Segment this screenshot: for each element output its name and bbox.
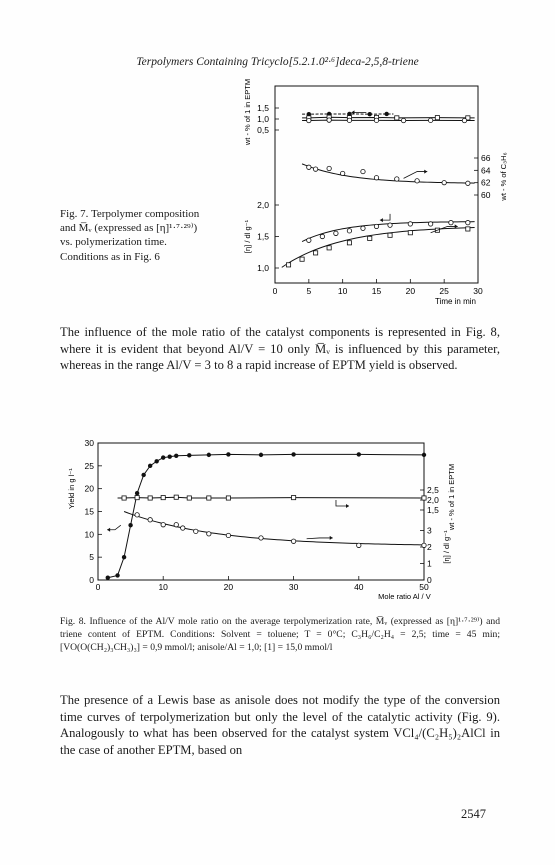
fig8-y-tick-label: 5 — [89, 552, 94, 563]
fig8-eta-point — [422, 543, 426, 547]
fig8-yield-point — [174, 454, 178, 458]
fig8-triene-point — [226, 496, 230, 500]
fig7-x-axis-label: Time in min — [434, 297, 476, 306]
fig7-p2-point — [327, 166, 331, 170]
fig8-yield-point — [168, 455, 172, 459]
fig7-p1-y-tick-label: 1,5 — [257, 103, 269, 113]
fig7-p3-point — [408, 231, 412, 235]
fig8-triene-point — [122, 496, 126, 500]
fig7-p3-point — [347, 241, 351, 245]
fig8-yield-arrow-head — [107, 528, 110, 532]
fig7-x-tick-label: 0 — [272, 286, 278, 296]
fig7-p3-point — [320, 234, 324, 238]
fig7-p3-point — [449, 220, 453, 224]
fig7-p1-point — [395, 116, 399, 120]
fig7-p3-y-tick-label: 1,5 — [257, 231, 269, 242]
fig8-y-tick-label: 15 — [84, 506, 94, 517]
fig7-p3-point — [368, 236, 372, 240]
fig7-p1-point — [428, 118, 432, 122]
fig8-yield-point — [141, 473, 145, 477]
fig7-p1-point — [307, 118, 311, 122]
fig8-yield-point — [122, 555, 126, 559]
fig8-triene-point — [161, 496, 165, 500]
fig8-triene-point — [148, 496, 152, 500]
fig7-p1-y-axis-label: wt - % of 1 in EPTM — [243, 78, 252, 146]
fig8-eta-point — [291, 539, 295, 543]
fig8-eta-point — [174, 523, 178, 527]
fig8-rb-tick-label: 0 — [427, 575, 432, 585]
fig8-triene-arrow-head — [346, 504, 349, 508]
fig7-p2-arrow-head — [424, 170, 427, 174]
fig8-eta-point — [194, 529, 198, 533]
fig7-p1-point — [384, 112, 388, 116]
fig7-p3-arrow-1-head — [380, 218, 383, 222]
fig7-p3-point — [374, 224, 378, 228]
fig8-x-tick-label: 50 — [419, 582, 429, 592]
figure-8-plot — [67, 438, 456, 601]
fig8-yield-point — [226, 452, 230, 456]
fig7-p3-point — [428, 222, 432, 226]
fig7-p3-point — [314, 251, 318, 255]
fig8-eta-point — [357, 543, 361, 547]
fig7-p2-y-tick-label: 62 — [481, 177, 491, 188]
fig8-eta-arrow-head — [330, 536, 333, 540]
fig7-p2-point — [340, 171, 344, 175]
paragraph-2: The presence of a Lewis base as anisole does not modify the type of the conversion time curves of terpolymerization but only the level of the catalytic activity (Fig. 9). Analogously to what has been observed for the catalyst system VCl₄/(C₂H₅)₂AlCl in the case of another EPTM, based on — [60, 693, 500, 757]
fig8-eta-arrow — [307, 538, 333, 539]
fig8-frame — [98, 443, 424, 580]
figure-7 — [0, 0, 555, 320]
fig7-p3-y-tick-label: 2,0 — [257, 200, 269, 210]
fig7-p2-y-tick-label: 66 — [481, 153, 491, 163]
fig7-p1-point — [368, 112, 372, 116]
fig8-rb-tick-label: 3 — [427, 525, 432, 536]
fig8-rt-tick-label: 1,5 — [427, 505, 439, 515]
fig8-eta-point — [161, 523, 165, 527]
fig7-p3-point — [466, 220, 470, 224]
fig7-p2-y-tick-label: 64 — [481, 165, 491, 176]
fig8-yield-point — [357, 452, 361, 456]
fig7-p3-point — [361, 226, 365, 230]
fig7-p2-point — [307, 165, 311, 169]
fig7-p2-point — [442, 180, 446, 184]
fig8-triene-point — [207, 496, 211, 500]
fig8-x-tick-label: 0 — [95, 582, 101, 592]
fig8-yield-point — [291, 452, 295, 456]
fig7-p3-point — [327, 246, 331, 250]
fig7-p1-point — [327, 118, 331, 122]
fig8-triene-point — [422, 496, 426, 500]
fig8-eta-point — [226, 533, 230, 537]
fig8-eta-point — [259, 536, 263, 540]
page-number: 2547 — [461, 807, 486, 821]
fig8-yield-point — [135, 491, 139, 495]
fig8-yield-point — [259, 453, 263, 457]
fig8-y-axis-label: Yield in g l⁻¹ — [67, 468, 76, 510]
fig7-p2-point — [313, 167, 317, 171]
fig8-yield-point — [187, 453, 191, 457]
fig8-y-tick-label: 20 — [84, 483, 94, 494]
fig8-eta-point — [148, 518, 152, 522]
fig7-x-tick-label: 10 — [337, 286, 348, 296]
fig8-x-tick-label: 40 — [354, 582, 364, 592]
fig8-yield-point — [128, 523, 132, 527]
fig8-yield-point — [422, 453, 426, 457]
fig8-rt-axis-label: wt - % of 1 in EPTM — [447, 463, 456, 531]
fig8-y-tick-label: 10 — [84, 529, 94, 540]
fig7-p3-curve-2 — [282, 228, 475, 268]
fig8-yield-point — [148, 464, 152, 468]
fig7-p2-point — [415, 179, 419, 183]
figure-8 — [0, 400, 555, 615]
running-header: Terpolymers Containing Tricyclo[5.2.1.0²·⁶]deca-2,5,8-triene — [136, 56, 419, 68]
fig8-rt-tick-label: 2,5 — [427, 485, 439, 495]
fig7-p1-y-tick-label: 0,5 — [257, 125, 269, 135]
fig7-p1-point — [374, 118, 378, 122]
fig7-p2-arrow — [404, 172, 428, 179]
fig8-yield-point — [161, 455, 165, 459]
fig7-x-tick-label: 15 — [371, 286, 382, 296]
fig8-y-tick-label: 0 — [89, 575, 94, 585]
fig8-yield-line — [108, 454, 424, 577]
fig8-eta-point — [135, 513, 139, 517]
fig8-rb-tick-label: 2 — [427, 542, 432, 552]
figure-7-plot — [243, 79, 508, 306]
fig8-eta-curve — [124, 512, 424, 545]
fig8-yield-point — [154, 459, 158, 463]
fig7-p1-point — [401, 118, 405, 122]
fig8-x-tick-label: 20 — [223, 582, 234, 592]
fig7-p3-point — [286, 263, 290, 267]
fig7-p3-point — [388, 223, 392, 227]
fig7-p2-y-axis-label: wt - % of C₃H₆ — [499, 152, 508, 201]
fig7-p3-point — [466, 227, 470, 231]
fig7-p1-point — [435, 116, 439, 120]
fig7-p2-point — [374, 176, 378, 180]
fig7-p1-y-tick-label: 1,0 — [257, 114, 269, 124]
fig7-p2-point — [466, 181, 470, 185]
fig7-x-tick-label: 5 — [306, 286, 312, 296]
fig7-p3-point — [334, 231, 338, 235]
fig7-p3-point — [300, 257, 304, 261]
fig8-rb-axis-label: [η] / dl g⁻¹ — [442, 530, 451, 564]
fig8-y-tick-label: 25 — [84, 460, 94, 471]
paragraph-1: The influence of the mole ratio of the catalyst components is represented in Fig. 8, where it is evident that beyond Al/V = 10 only M̅ᵥ is influenced by this parameter, whereas in the range Al/V = 3 to 8 a rapid increase of EPTM yield is observed. — [60, 325, 500, 373]
fig8-x-tick-label: 10 — [158, 582, 168, 592]
fig7-p2-point — [395, 177, 399, 181]
fig7-p1-point — [347, 118, 351, 122]
fig7-p3-point — [347, 229, 351, 233]
fig8-triene-point — [187, 496, 191, 500]
fig8-triene-point — [135, 496, 139, 500]
fig7-p3-point — [408, 222, 412, 226]
fig8-x-tick-label: 30 — [288, 582, 299, 592]
fig7-p3-y-tick-label: 1,0 — [257, 263, 269, 273]
fig7-p1-point — [462, 118, 466, 122]
fig8-y-tick-label: 30 — [84, 438, 94, 448]
fig7-p3-point — [388, 233, 392, 237]
fig7-x-tick-label: 20 — [405, 286, 416, 296]
fig7-p2-y-tick-label: 60 — [481, 190, 491, 200]
fig7-p3-y-axis-label: [η] / dl g⁻¹ — [243, 219, 252, 254]
fig7-p2-point — [361, 169, 365, 173]
figure-8-caption: Fig. 8. Influence of the Al/V mole ratio on the average terpolymerization rate, M̅ᵥ (expressed as [η]¹·⁷·²⁹⁾) and triene content of EPTM. Conditions: Solvent = toluene; T = 0°C; C₃H₆/C₂H₄ = 2,5; time = 45 min; [VO(O(CH₂)₃CH₃)₃] = 0,9 mmol/l; anisole/Al = 1,0; [1] = 15,0 mmol/l — [60, 616, 500, 654]
fig8-triene-point — [174, 495, 178, 499]
fig7-x-tick-label: 30 — [473, 286, 483, 296]
fig8-eta-point — [207, 532, 211, 536]
fig8-yield-point — [115, 573, 119, 577]
fig7-p3-point — [307, 238, 311, 242]
fig7-x-tick-label: 25 — [439, 286, 449, 296]
fig8-x-axis-label: Mole ratio Al / V — [378, 592, 431, 601]
fig8-triene-point — [292, 496, 296, 500]
fig8-rb-tick-label: 1 — [427, 558, 432, 569]
fig8-yield-point — [106, 576, 110, 580]
fig8-eta-point — [181, 526, 185, 530]
figure-7-caption: Fig. 7. Terpolymer composition and M̅ᵥ (expressed as [η]¹·⁷·²⁹⁾) vs. polymerization time. Conditions as in Fig. 6 — [60, 208, 200, 263]
fig8-yield-point — [207, 453, 211, 457]
fig8-rt-tick-label: 2,0 — [427, 495, 439, 505]
